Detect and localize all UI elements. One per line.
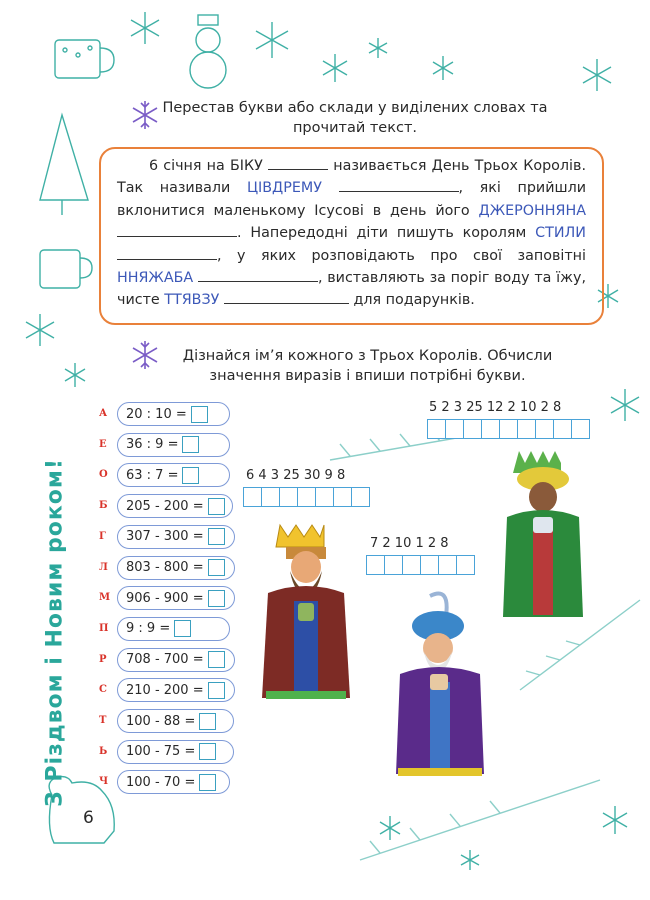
expression-row (117, 402, 230, 426)
snowman-icon (190, 15, 226, 88)
answer-cell[interactable] (243, 487, 262, 507)
snowflake-icon (130, 340, 160, 370)
expression-row (117, 709, 234, 733)
expression-row (117, 678, 235, 702)
side-title: З Різдвом і Новим роком! (42, 458, 68, 807)
expression-row (117, 433, 230, 457)
cipher-letter: Т (99, 715, 107, 726)
scrambled-word: ЦІВДРЕМУ (246, 180, 322, 197)
expression-text: 100 - 75 = (126, 744, 196, 760)
answer-cell[interactable] (427, 419, 446, 439)
code-numbers: 5 2 3 25 12 2 10 2 8 (429, 400, 562, 415)
expression-text: 36 : 9 = (126, 437, 179, 453)
cipher-letter: Ч (99, 776, 109, 788)
answer-blank[interactable] (268, 155, 328, 170)
cipher-letter: С (99, 684, 107, 696)
answer-blank[interactable] (117, 245, 217, 260)
king2-code (243, 468, 369, 507)
expression-row (117, 617, 230, 641)
answer-box[interactable] (174, 620, 191, 637)
snowflake-icon (323, 54, 347, 82)
expression-text: 708 - 700 = (126, 652, 204, 668)
snowflake-icon (130, 100, 160, 130)
answer-cell[interactable] (463, 419, 482, 439)
answer-blank[interactable] (339, 177, 459, 192)
scrambled-word: БІКУ (229, 158, 263, 174)
snowflake-icon (603, 806, 627, 834)
answer-box[interactable] (199, 743, 216, 760)
snowflake-icon (369, 38, 387, 58)
answer-box[interactable] (208, 528, 225, 545)
answer-cell[interactable] (315, 487, 334, 507)
answer-box[interactable] (208, 498, 225, 515)
cipher-letter: О (99, 469, 108, 481)
king3-code (366, 536, 474, 575)
expression-row (117, 740, 234, 764)
snowflake-icon (256, 22, 288, 58)
answer-box[interactable] (208, 559, 225, 576)
answer-cell[interactable] (366, 555, 385, 575)
answer-cell[interactable] (297, 487, 316, 507)
story-fragment: . Напередодні діти пишуть королям (237, 225, 536, 242)
snowflake-icon (433, 56, 453, 80)
answer-box[interactable] (208, 682, 225, 699)
answer-cell[interactable] (553, 419, 572, 439)
scrambled-word: СТИЛИ (535, 225, 586, 242)
king-figure (390, 590, 490, 785)
answer-cell[interactable] (499, 419, 518, 439)
expression-row (117, 463, 230, 487)
cipher-letter: Л (99, 561, 108, 573)
page-number: 6 (83, 808, 94, 828)
answer-cell[interactable] (402, 555, 421, 575)
answer-cell[interactable] (445, 419, 464, 439)
story-fragment: 6 січня на (149, 158, 230, 174)
mug-icon (40, 250, 92, 288)
snowflake-icon (65, 363, 85, 387)
story-frame (99, 147, 604, 325)
cipher-letter: Е (99, 438, 107, 450)
expression-row (117, 556, 235, 580)
snowflake-icon (380, 816, 400, 840)
snowflake-icon (461, 850, 479, 870)
cipher-letter: Г (99, 530, 106, 542)
answer-cell[interactable] (384, 555, 403, 575)
answer-box[interactable] (182, 467, 199, 484)
cipher-letter: М (99, 592, 111, 604)
snowflake-icon (131, 12, 159, 44)
answer-box[interactable] (182, 436, 199, 453)
story-text (117, 155, 586, 312)
expression-text: 210 - 200 = (126, 682, 204, 698)
answer-cell[interactable] (535, 419, 554, 439)
answer-cell[interactable] (456, 555, 475, 575)
story-fragment: , у яких розповідають про свої заповітні (217, 247, 586, 264)
expression-text: 20 : 10 = (126, 406, 187, 422)
task1-instruction: Перестав букви або склади у виділених словах та прочитай текст. (162, 100, 548, 136)
expression-row (117, 586, 235, 610)
cipher-letter: Ь (99, 745, 108, 757)
code-numbers: 7 2 10 1 2 8 (370, 536, 449, 551)
answer-blank[interactable] (117, 222, 237, 237)
king-figure (258, 515, 353, 705)
mug-icon (55, 40, 114, 78)
story-fragment: , виставляють за поріг воду та їжу, чисте (117, 270, 586, 309)
answer-cell[interactable] (261, 487, 280, 507)
answer-cell[interactable] (279, 487, 298, 507)
expression-text: 803 - 800 = (126, 560, 204, 575)
answer-cell[interactable] (571, 419, 590, 439)
answer-cells (427, 419, 589, 439)
snowflake-icon (583, 59, 611, 91)
answer-cells (366, 555, 474, 575)
snowflake-icon (26, 314, 54, 346)
cipher-letter: Б (99, 500, 108, 512)
answer-cell[interactable] (438, 555, 457, 575)
answer-cell[interactable] (351, 487, 370, 507)
answer-cell[interactable] (481, 419, 500, 439)
answer-cell[interactable] (333, 487, 352, 507)
expression-text: 100 - 88 = (126, 713, 196, 729)
expression-text: 100 - 70 = (126, 774, 196, 790)
answer-blank[interactable] (224, 289, 349, 304)
snowflake-icon (611, 389, 639, 421)
story-fragment: для подарунків. (348, 292, 475, 309)
expression-row (117, 525, 235, 549)
answer-box[interactable] (208, 590, 225, 607)
answer-cell[interactable] (420, 555, 439, 575)
story-fragment: називається День Трьох Королів. Так називали (117, 158, 586, 197)
king-figure (497, 445, 587, 625)
king1-code (427, 400, 589, 439)
christmas-tree-icon (40, 115, 88, 215)
answer-box[interactable] (191, 406, 208, 423)
expression-row (117, 494, 233, 518)
story-fragment: , які прийшли вклонитися маленькому Ісусові в день його (117, 180, 587, 219)
scrambled-word: ДЖЕРОННЯНА (478, 202, 586, 219)
answer-box[interactable] (208, 651, 225, 668)
expression-row (117, 770, 230, 794)
expression-text: 9 : 9 = (126, 621, 171, 637)
expression-text: 205 - 200 = (126, 498, 204, 514)
answer-box[interactable] (199, 713, 216, 730)
expression-row (117, 648, 235, 672)
answer-box[interactable] (199, 774, 216, 791)
cipher-letter: А (99, 408, 108, 419)
expression-text: 307 - 300 = (126, 529, 204, 545)
cipher-letter: Р (99, 653, 107, 665)
cipher-letter: П (99, 622, 109, 634)
task2-instruction: Дізнайся ім’я кожного з Трьох Королів. Обчисли значення виразів і впиши потрібні букви. (182, 348, 553, 384)
code-numbers: 6 4 3 25 30 9 8 (246, 468, 346, 483)
expression-text: 63 : 7 = (126, 467, 179, 483)
answer-cells (243, 487, 369, 507)
expression-text: 906 - 900 = (126, 590, 204, 606)
answer-blank[interactable] (198, 267, 318, 282)
scrambled-word: ТТЯВЗУ (164, 292, 220, 309)
scrambled-word: ННЯЖАБА (117, 270, 194, 287)
answer-cell[interactable] (517, 419, 536, 439)
